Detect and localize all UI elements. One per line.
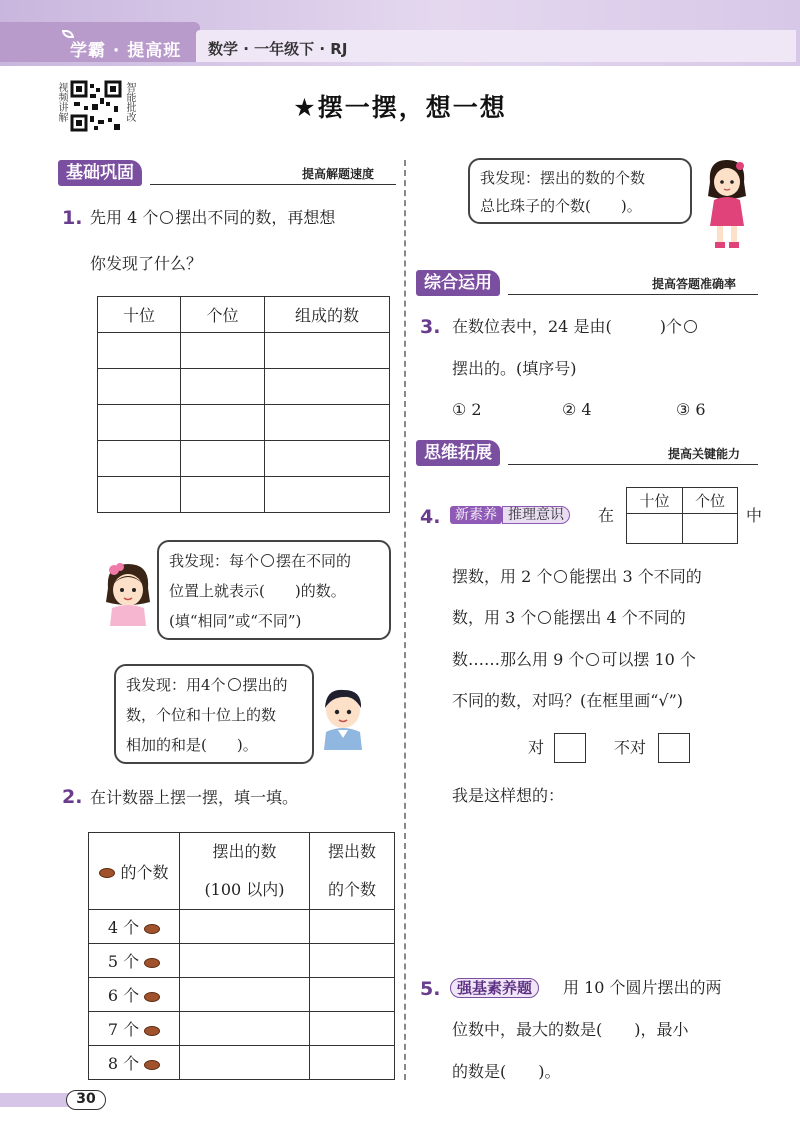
page-band — [0, 1093, 70, 1107]
q1-header-ones: 个位 — [181, 297, 265, 333]
q2-row-label — [89, 1046, 180, 1080]
q4-line3 — [452, 638, 696, 682]
circle-icon — [261, 554, 274, 567]
q4-line2 — [452, 596, 686, 640]
badge-strong-foundation: 强基素养题 — [450, 978, 539, 998]
brand-title: 学霸 · 提高班 — [70, 41, 182, 61]
q2-cell[interactable] — [180, 1046, 310, 1080]
q4-think-label: 我是这样想的： — [452, 786, 565, 805]
q4-line1 — [452, 555, 702, 599]
boy-line1-a: 我发现：用4个 — [126, 676, 226, 694]
q1-cell[interactable] — [98, 405, 181, 441]
q2-row-label — [89, 978, 180, 1012]
subject-label: 数学 · 一年级下 · RJ — [208, 40, 348, 58]
qr-right-label: 智能批改 — [124, 82, 135, 122]
section-extend-line — [508, 464, 758, 465]
table-row — [98, 405, 390, 441]
q2-header-col3-b: 的个数 — [327, 880, 376, 899]
qr-left-label: 视频讲解 — [56, 82, 67, 122]
circle-icon — [538, 611, 551, 624]
girl-line3: (填“相同”或“不同”) — [169, 612, 302, 630]
q4-line3-b: 可以摆 10 个 — [601, 650, 696, 669]
bead-icon — [144, 992, 160, 1002]
q1-cell[interactable] — [181, 405, 265, 441]
table-row — [89, 1012, 395, 1046]
right-bubble-line2: 总比珠子的个数( )。 — [480, 197, 642, 215]
q1-cell[interactable] — [181, 441, 265, 477]
q2-header-numbers — [180, 833, 310, 910]
table-row — [89, 1046, 395, 1080]
q2-text: 在计数器上摆一摆，填一填。 — [90, 788, 299, 807]
q4-number: 4. — [420, 506, 441, 528]
q1-cell[interactable] — [265, 441, 390, 477]
bead-icon — [99, 868, 115, 878]
q4-text-zai: 在 — [598, 506, 615, 525]
girl-line1-b: 摆在不同的 — [276, 552, 352, 570]
q2-header-col2-b: (100 以内) — [204, 880, 285, 899]
section-apply-badge: 综合运用 — [416, 270, 500, 296]
q1-text-a: 先用 4 个 — [90, 208, 159, 227]
circle-icon — [160, 211, 173, 224]
q2-cell[interactable] — [180, 910, 310, 944]
q2-number: 2. — [62, 786, 83, 808]
circle-icon — [586, 653, 599, 666]
girl-standing-icon — [700, 156, 754, 250]
q4-line4: 不同的数，对吗？(在框里画“√”) — [452, 691, 684, 710]
q2-header-beads — [89, 833, 180, 910]
badge-new-literacy: 新素养 — [450, 506, 502, 524]
q3-line2: 摆出的。(填序号) — [452, 359, 577, 378]
q2-row-text: 4 个 — [107, 918, 140, 937]
section-apply-tag: 提高答题准确率 — [652, 277, 737, 291]
table-row — [98, 477, 390, 513]
q3-option-3[interactable]: ③ 6 — [676, 400, 706, 419]
q2-cell[interactable] — [180, 1012, 310, 1046]
section-basic-badge: 基础巩固 — [58, 160, 142, 186]
boy-character-icon — [318, 684, 368, 750]
q1-cell[interactable] — [98, 441, 181, 477]
q2-cell[interactable] — [180, 944, 310, 978]
table-row — [98, 441, 390, 477]
q5-line3: 的数是( )。 — [452, 1062, 561, 1081]
q4-line2-a: 数，用 3 个 — [452, 608, 537, 627]
q4-line2-b: 能摆出 4 个不同的 — [553, 608, 686, 627]
q4-answer-area[interactable] — [452, 820, 762, 960]
bead-icon — [144, 1060, 160, 1070]
q2-row-label — [89, 1012, 180, 1046]
page-number: 30 — [66, 1090, 106, 1110]
q2-cell[interactable] — [310, 1046, 395, 1080]
q2-row-text: 7 个 — [107, 1020, 140, 1039]
section-extend-tag: 提高关键能力 — [668, 447, 741, 461]
boy-line1-b: 摆出的 — [242, 676, 288, 694]
q1-cell[interactable] — [265, 477, 390, 513]
q2-header-count — [310, 833, 395, 910]
table-row — [89, 910, 395, 944]
section-extend-badge: 思维拓展 — [416, 440, 500, 466]
q1-line1 — [90, 196, 335, 240]
table-row — [98, 333, 390, 369]
q2-header-col2-a: 摆出的数 — [212, 842, 277, 861]
girl-line1-a: 我发现：每个 — [169, 552, 260, 570]
q1-header-tens: 十位 — [98, 297, 181, 333]
bead-icon — [144, 924, 160, 934]
right-speech-bubble — [468, 158, 692, 224]
q1-cell[interactable] — [265, 333, 390, 369]
section-apply-line — [508, 294, 758, 295]
q1-cell[interactable] — [98, 477, 181, 513]
q1-text-b: 摆出不同的数，再想想 — [175, 208, 336, 227]
q3-option-1[interactable]: ① 2 — [452, 400, 482, 419]
girl-character-icon — [100, 558, 156, 626]
page-title: ★摆一摆，想一想 — [293, 93, 507, 122]
q5-line2: 位数中，最大的数是( )，最小 — [452, 1020, 689, 1039]
q4-yes-label: 对 — [528, 738, 545, 757]
q1-cell[interactable] — [98, 333, 181, 369]
q2-row-text: 8 个 — [107, 1054, 140, 1073]
q4-line1-a: 摆数，用 2 个 — [452, 567, 553, 586]
q5-line1: 用 10 个圆片摆出的两 — [563, 978, 722, 997]
q5-badge — [450, 977, 539, 998]
q1-cell[interactable] — [181, 369, 265, 405]
q2-table — [88, 832, 395, 1080]
q5-number: 5. — [420, 978, 441, 1000]
q1-header-number: 组成的数 — [265, 297, 390, 333]
q2-header-col1: 的个数 — [120, 862, 169, 882]
q4-header-tens: 十位 — [627, 488, 683, 514]
bead-icon — [144, 958, 160, 968]
q2-cell[interactable] — [180, 978, 310, 1012]
q4-cell-ones — [683, 514, 738, 544]
q3-text-a: 在数位表中，24 是由( )个 — [452, 317, 682, 336]
boy-speech-bubble — [114, 664, 314, 764]
q1-cell[interactable] — [265, 369, 390, 405]
q1-number: 1. — [62, 207, 83, 229]
q3-option-2[interactable]: ② 4 — [562, 400, 592, 419]
table-row — [89, 978, 395, 1012]
q1-line2: 你发现了什么？ — [90, 254, 203, 273]
section-basic-tag: 提高解题速度 — [302, 167, 375, 181]
bead-icon — [144, 1026, 160, 1036]
table-row — [89, 944, 395, 978]
boy-line2: 数，个位和十位上的数 — [126, 706, 277, 724]
q3-line1 — [452, 305, 699, 349]
q1-cell[interactable] — [181, 333, 265, 369]
circle-icon — [554, 570, 567, 583]
q4-place-value-table — [626, 487, 738, 544]
q4-line1-b: 能摆出 3 个不同的 — [569, 567, 702, 586]
q2-cell[interactable] — [310, 910, 395, 944]
q1-table — [97, 296, 390, 513]
q2-cell[interactable] — [310, 1012, 395, 1046]
right-bubble-line1: 我发现：摆出的数的个数 — [480, 169, 646, 187]
q4-cell-tens — [627, 514, 683, 544]
q4-line3-a: 数……那么用 9 个 — [452, 650, 585, 669]
section-basic-line — [150, 184, 396, 185]
q4-header-ones: 个位 — [683, 488, 738, 514]
q2-row-text: 6 个 — [107, 986, 140, 1005]
q3-number: 3. — [420, 316, 441, 338]
q2-cell[interactable] — [310, 944, 395, 978]
q2-cell[interactable] — [310, 978, 395, 1012]
q1-cell[interactable] — [265, 405, 390, 441]
q4-badges — [450, 504, 570, 524]
boy-line3: 相加的和是( )。 — [126, 736, 258, 754]
q4-yes-checkbox[interactable] — [554, 733, 586, 763]
girl-line2: 位置上就表示( )的数。 — [169, 582, 346, 600]
q2-header-col3-a: 摆出数 — [327, 842, 376, 861]
girl-speech-bubble — [157, 540, 391, 640]
q2-row-label — [89, 944, 180, 978]
q4-no-checkbox[interactable] — [658, 733, 690, 763]
q1-cell[interactable] — [181, 477, 265, 513]
q1-cell[interactable] — [98, 369, 181, 405]
badge-reasoning: 推理意识 — [502, 506, 570, 524]
table-row — [98, 369, 390, 405]
circle-icon — [684, 320, 697, 333]
column-divider — [404, 160, 406, 1080]
circle-icon — [228, 678, 241, 691]
q4-no-label: 不对 — [614, 738, 647, 757]
q2-row-label — [89, 910, 180, 944]
q2-row-text: 5 个 — [107, 952, 140, 971]
q4-text-zhong: 中 — [746, 506, 763, 525]
